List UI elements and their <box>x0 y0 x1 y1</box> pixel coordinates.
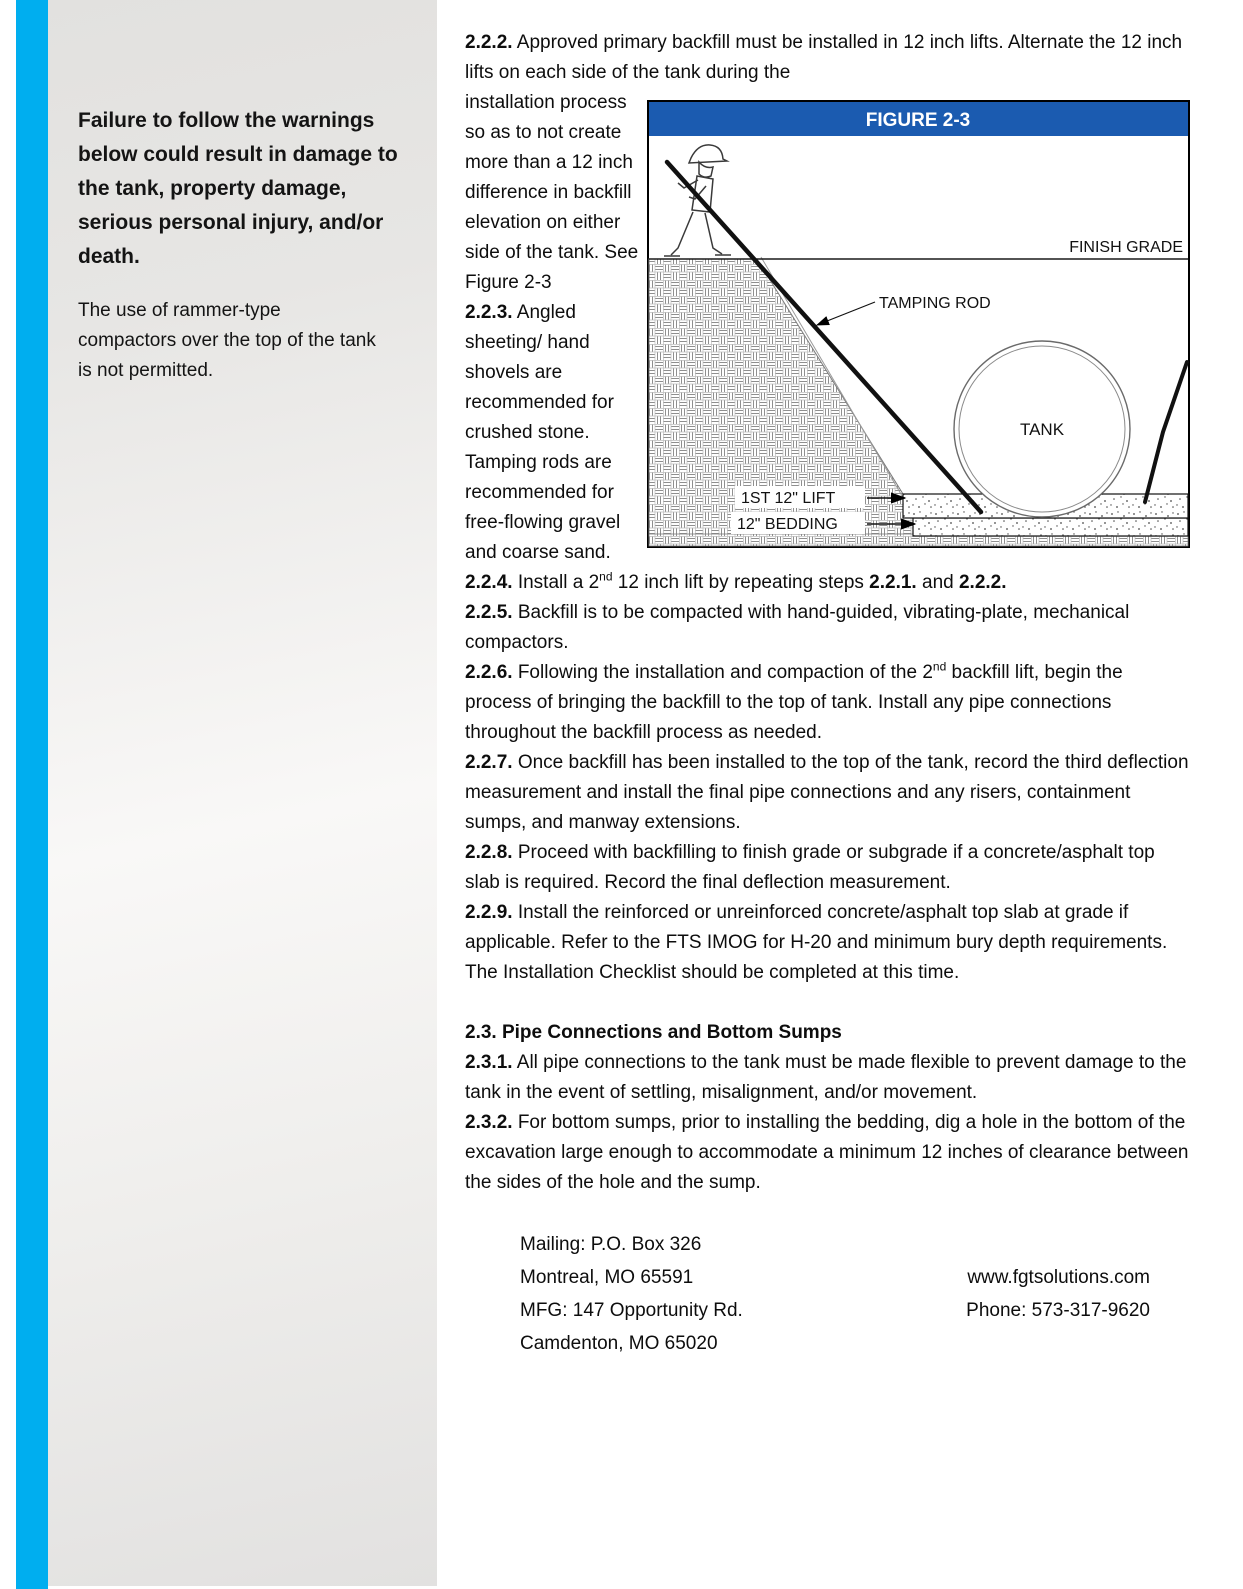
mailing-line: Mailing: P.O. Box 326 <box>520 1234 702 1255</box>
paragraph: 2.3.1. All pipe connections to the tank must be made flexible to prevent damage to the tank in the event of settling, misalignment, and/or movement. <box>465 1052 1187 1103</box>
figure-2-3 <box>647 100 1190 548</box>
paragraph: 2.3.2. For bottom sumps, prior to installing the bedding, dig a hole in the bottom of the excavation large enough to accommodate a minimum 12 inches of clearance between the sides of the hole and the sump. <box>465 1112 1189 1193</box>
main-content <box>465 28 1190 1360</box>
bedding-label: 12" BEDDING <box>737 516 838 533</box>
warning-heading: Failure to follow the warnings below could result in damage to the tank, property damage, serious personal injury, and/or death. <box>78 109 398 268</box>
first-lift-label: 1ST 12" LIFT <box>741 490 836 507</box>
mailing-address <box>520 1228 743 1360</box>
left-accent-stripe <box>16 0 48 1589</box>
body-text-flow <box>465 28 1190 1198</box>
bedding-layer <box>913 518 1188 536</box>
warning-sidebar <box>48 0 437 1586</box>
phone-text: Phone: 573-317-9620 <box>966 1300 1150 1321</box>
mailing-line: MFG: 147 Opportunity Rd. <box>520 1300 743 1321</box>
footer <box>465 1228 1190 1360</box>
finish-grade-label: FINISH GRADE <box>1069 239 1183 256</box>
mailing-line: Montreal, MO 65591 <box>520 1267 694 1288</box>
contact-info <box>966 1228 1190 1360</box>
tank-label: TANK <box>1019 420 1065 439</box>
paragraph: 2.2.2. Approved primary backfill must be installed in 12 inch lifts. Alternate the 12 inch lifts on each side of the tank during the <box>465 32 1183 83</box>
paragraph: FIGURE 2-3 FINISH GRADE TANK TAMPING ROD 1ST 12" LIFT 12" BEDDING installation process so as to not create more than a 12 inch difference in backfill elevation on either side of the tank. See Figure 2-3 <box>465 88 1190 298</box>
paragraph: 2.2.4. Install a 2nd 12 inch lift by repeating steps 2.2.1. and 2.2.2. <box>465 569 1007 593</box>
paragraph: 2.2.8. Proceed with backfilling to finish grade or subgrade if a concrete/asphalt top slab is required. Record the final deflection measurement. <box>465 842 1155 893</box>
warning-body: The use of rammer-type compactors over the top of the tank is not permitted. <box>78 300 376 381</box>
website-text: www.fgtsolutions.com <box>967 1267 1150 1288</box>
paragraph: 2.3. Pipe Connections and Bottom Sumps <box>465 1022 842 1043</box>
paragraph: 2.2.9. Install the reinforced or unreinforced concrete/asphalt top slab at grade if applicable. Refer to the FTS IMOG for H-20 and minimum bury depth requirements. The Installation Checklist should be completed at this time. <box>465 902 1168 983</box>
paragraph: 2.2.7. Once backfill has been installed to the top of the tank, record the third deflection measurement and install the final pipe connections and any risers, containment sumps, and manway extensions. <box>465 752 1189 833</box>
tamping-rod-label: TAMPING ROD <box>879 295 991 312</box>
paragraph: 2.2.3. Angled sheeting/ hand shovels are recommended for crushed stone. Tamping rods are recommended for free-flowing gravel and coarse sand. <box>465 302 621 563</box>
paragraph: 2.2.5. Backfill is to be compacted with hand-guided, vibrating-plate, mechanical compactors. <box>465 602 1130 653</box>
figure-2-3-drawing <box>647 100 1190 548</box>
paragraph: 2.2.6. Following the installation and compaction of the 2nd backfill lift, begin the process of bringing the backfill to the top of tank. Install any pipe connections throughout the backfill process as needed. <box>465 659 1123 743</box>
mailing-line: Camdenton, MO 65020 <box>520 1333 718 1354</box>
figure-title: FIGURE 2-3 <box>865 110 971 131</box>
